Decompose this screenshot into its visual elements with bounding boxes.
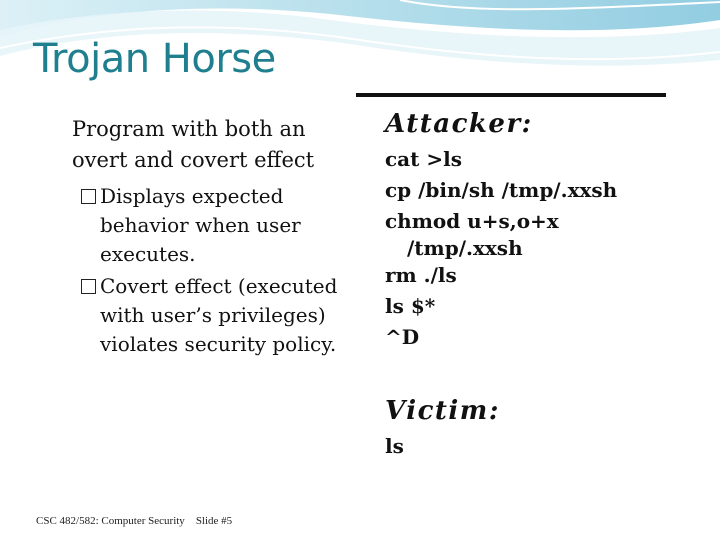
slide-footer bbox=[36, 515, 232, 527]
command-line: cat >ls bbox=[385, 147, 462, 171]
bullet-text: Displays expected behavior when user executes. bbox=[100, 184, 301, 266]
right-column bbox=[385, 104, 685, 462]
title-divider bbox=[356, 93, 666, 97]
bullet-item bbox=[72, 272, 342, 359]
command-line: cp /bin/sh /tmp/.xxsh bbox=[385, 178, 618, 202]
command-line: ^D bbox=[385, 325, 420, 349]
command-line: rm ./ls bbox=[385, 263, 457, 287]
slide-title: Trojan Horse bbox=[33, 36, 276, 82]
slide-number: Slide #5 bbox=[195, 515, 233, 527]
victim-heading: Victim: bbox=[385, 396, 500, 426]
bullet-item bbox=[72, 182, 342, 269]
bullet-box-icon bbox=[81, 279, 96, 294]
intro-text: Program with both an overt and covert effect bbox=[72, 117, 315, 172]
left-column bbox=[72, 114, 342, 359]
victim-section bbox=[385, 391, 685, 462]
bullet-box-icon bbox=[81, 189, 96, 204]
command-line: ls bbox=[385, 434, 404, 458]
command-line-continued: /tmp/.xxsh bbox=[407, 236, 523, 260]
command-line: chmod u+s,o+x bbox=[385, 209, 559, 233]
bullet-text: Covert effect (executed with user’s privileges) violates security policy. bbox=[100, 274, 338, 356]
attacker-heading: Attacker: bbox=[385, 109, 533, 139]
course-label: CSC 482/582: Computer Security bbox=[36, 515, 185, 527]
command-line: ls $* bbox=[385, 294, 436, 318]
